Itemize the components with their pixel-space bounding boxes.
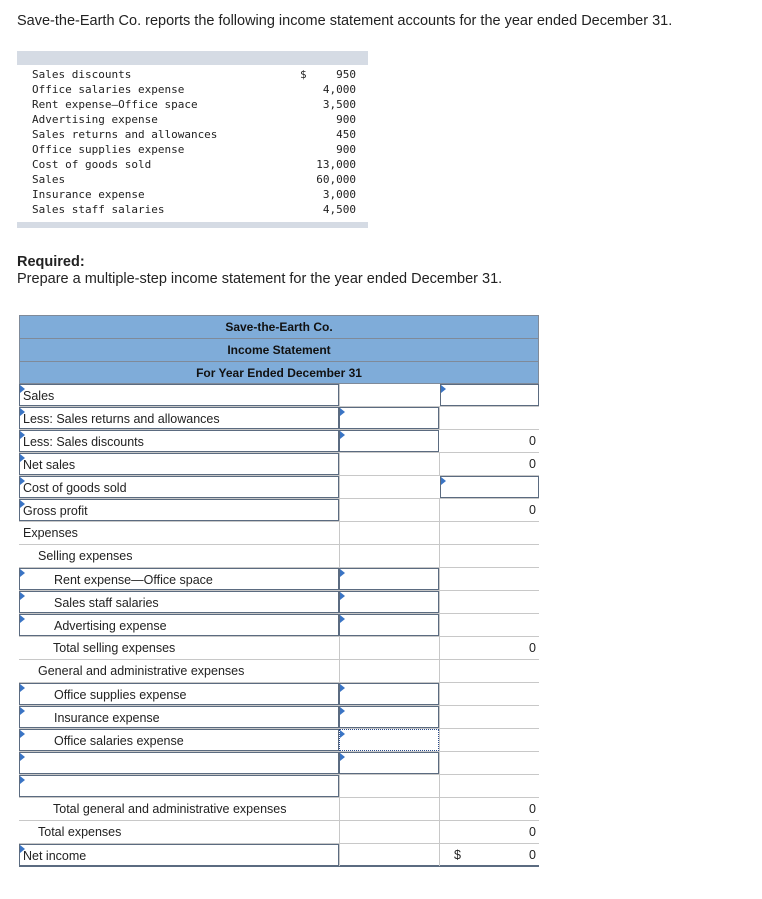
account-name: Rent expense—Office space xyxy=(32,98,198,111)
account-row xyxy=(32,67,356,82)
statement-row xyxy=(19,545,539,568)
amount-input-office-salaries[interactable] xyxy=(339,729,439,751)
account-name: Office supplies expense xyxy=(32,143,185,156)
statement-row xyxy=(19,453,539,476)
label-select-returns[interactable]: Less: Sales returns and allowances xyxy=(19,407,339,429)
computed-value: 0 xyxy=(529,848,536,862)
statement-row xyxy=(19,384,539,407)
account-row xyxy=(32,157,356,172)
statement-row xyxy=(19,729,539,752)
statement-row xyxy=(19,407,539,430)
section-label: Selling expenses xyxy=(38,549,133,563)
account-row xyxy=(32,127,356,142)
statement-row xyxy=(19,706,539,729)
computed-value: 0 xyxy=(529,434,536,448)
account-amount: 450 xyxy=(336,128,356,141)
statement-row xyxy=(19,430,539,453)
statement-row xyxy=(19,637,539,660)
account-name: Sales xyxy=(32,173,66,186)
computed-value: 0 xyxy=(529,825,536,839)
account-row xyxy=(32,142,356,157)
statement-row xyxy=(19,775,539,798)
computed-value: 0 xyxy=(529,457,536,471)
statement-row xyxy=(19,683,539,706)
accounts-table xyxy=(17,51,368,228)
label-select-staff-salaries[interactable]: Sales staff salaries xyxy=(19,591,339,613)
total-label: Total general and administrative expenses xyxy=(53,802,287,816)
account-name: Sales discounts xyxy=(32,68,132,81)
total-label: Total expenses xyxy=(38,825,122,839)
required-heading: Required: xyxy=(17,254,85,270)
account-name: Insurance expense xyxy=(32,188,145,201)
statement-row xyxy=(19,821,539,844)
account-amount: 3,500 xyxy=(322,98,356,111)
account-name: Sales staff salaries xyxy=(32,203,165,216)
label-select-office-salaries[interactable]: Office salaries expense xyxy=(19,729,339,751)
account-name: Office salaries expense xyxy=(32,83,185,96)
account-amount: 950 xyxy=(336,68,356,81)
label-select-net-sales[interactable]: Net sales xyxy=(19,453,339,475)
section-label: Expenses xyxy=(23,526,78,540)
statement-row xyxy=(19,568,539,591)
amount-input-discounts[interactable] xyxy=(339,430,439,452)
statement-row xyxy=(19,476,539,499)
table-top-band xyxy=(17,51,368,65)
account-name: Sales returns and allowances xyxy=(32,128,218,141)
amount-input-cogs[interactable] xyxy=(440,476,539,498)
label-select-blank[interactable] xyxy=(19,775,339,797)
label-select-blank[interactable] xyxy=(19,752,339,774)
account-name: Cost of goods sold xyxy=(32,158,152,171)
amount-input-office-supplies[interactable] xyxy=(339,683,439,705)
table-bottom-band xyxy=(17,222,368,228)
statement-period: For Year Ended December 31 xyxy=(19,361,539,384)
amount-input-returns[interactable] xyxy=(339,407,439,429)
account-amount: 13,000 xyxy=(316,158,356,171)
account-amount: 900 xyxy=(336,143,356,156)
statement-row xyxy=(19,798,539,821)
amount-input-blank[interactable] xyxy=(339,752,439,774)
section-label: General and administrative expenses xyxy=(38,664,245,678)
label-select-advertising[interactable]: Advertising expense xyxy=(19,614,339,636)
amount-input-rent[interactable] xyxy=(339,568,439,590)
statement-title: Income Statement xyxy=(19,338,539,361)
statement-row xyxy=(19,844,539,867)
account-amount: 900 xyxy=(336,113,356,126)
account-amount: 4,000 xyxy=(322,83,356,96)
label-select-gross-profit[interactable]: Gross profit xyxy=(19,499,339,521)
label-select-net-income[interactable]: Net income xyxy=(19,844,339,866)
required-instructions: Prepare a multiple-step income statement for the year ended December 31. xyxy=(17,271,503,287)
computed-value: 0 xyxy=(529,802,536,816)
label-select-sales[interactable]: Sales xyxy=(19,384,339,406)
statement-row xyxy=(19,614,539,637)
account-amount: 3,000 xyxy=(322,188,356,201)
statement-row xyxy=(19,499,539,522)
account-row xyxy=(32,112,356,127)
amount-input-advertising[interactable] xyxy=(339,614,439,636)
account-row xyxy=(32,172,356,187)
label-select-discounts[interactable]: Less: Sales discounts xyxy=(19,430,339,452)
account-row xyxy=(32,82,356,97)
amount-input-staff-salaries[interactable] xyxy=(339,591,439,613)
account-row xyxy=(32,187,356,202)
dollar-sign: $ xyxy=(454,848,461,862)
amount-input-insurance[interactable] xyxy=(339,706,439,728)
statement-row xyxy=(19,660,539,683)
statement-row xyxy=(19,752,539,775)
label-select-insurance[interactable]: Insurance expense xyxy=(19,706,339,728)
intro-text: Save-the-Earth Co. reports the following income statement accounts for the year ended December 31. xyxy=(17,13,673,29)
account-row xyxy=(32,97,356,112)
computed-value: 0 xyxy=(529,641,536,655)
income-statement-form xyxy=(19,315,539,867)
account-amount: 60,000 xyxy=(316,173,356,186)
dollar-sign: $ xyxy=(300,68,307,81)
computed-value: 0 xyxy=(529,503,536,517)
amount-input-sales[interactable] xyxy=(440,384,539,406)
label-select-cogs[interactable]: Cost of goods sold xyxy=(19,476,339,498)
label-select-rent[interactable]: Rent expense—Office space xyxy=(19,568,339,590)
account-amount: 4,500 xyxy=(322,203,356,216)
account-row xyxy=(32,202,356,217)
statement-row xyxy=(19,522,539,545)
total-label: Total selling expenses xyxy=(53,641,176,655)
statement-company: Save-the-Earth Co. xyxy=(19,315,539,338)
label-select-office-supplies[interactable]: Office supplies expense xyxy=(19,683,339,705)
account-name: Advertising expense xyxy=(32,113,158,126)
statement-row xyxy=(19,591,539,614)
